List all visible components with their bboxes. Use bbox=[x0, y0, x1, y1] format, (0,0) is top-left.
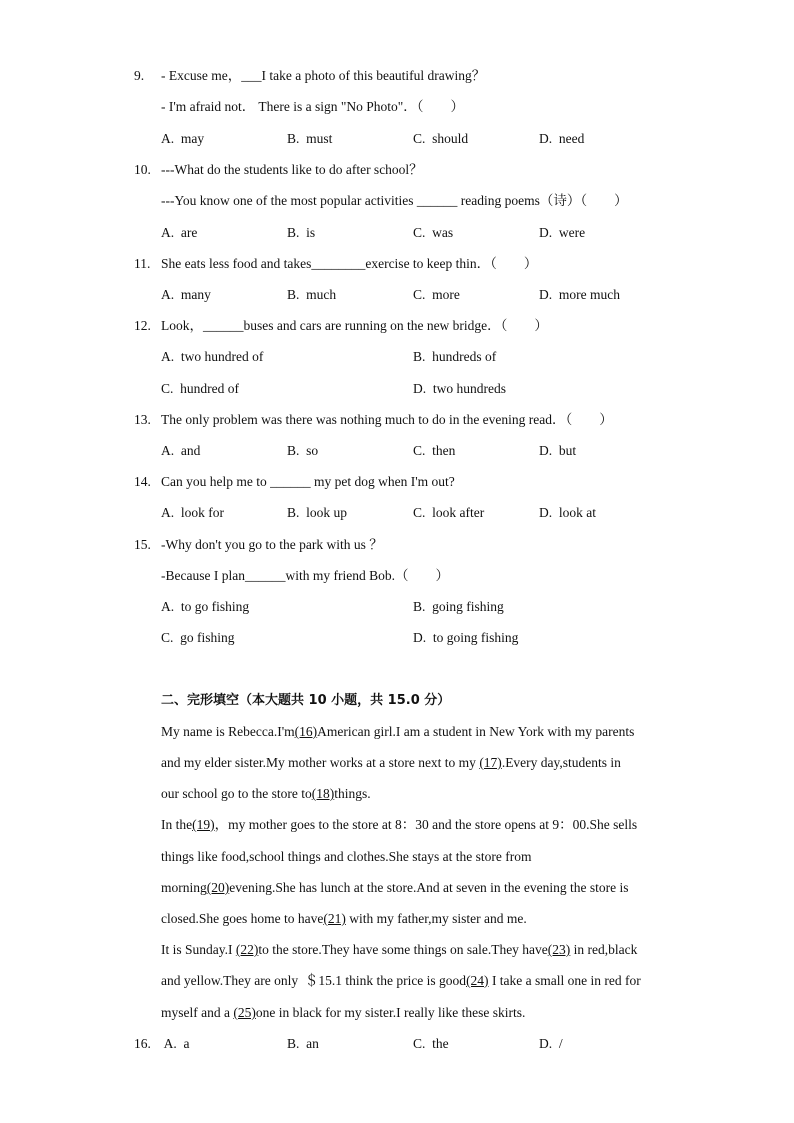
option-d: D. / bbox=[539, 1036, 563, 1051]
question-number: 12. bbox=[134, 318, 151, 333]
option-d: D. need bbox=[539, 131, 585, 146]
passage-line bbox=[161, 972, 641, 990]
option-a: A. may bbox=[161, 131, 205, 146]
option-a: A. look for bbox=[161, 505, 224, 520]
blank-23: (23) bbox=[547, 942, 571, 957]
passage-text: to the store.They have some things on sale.They have bbox=[258, 942, 548, 957]
option-a: A. a bbox=[161, 1036, 190, 1051]
passage-line bbox=[161, 754, 621, 772]
option-c: C. then bbox=[413, 443, 456, 458]
passage-text: My name is Rebecca.I'm bbox=[161, 724, 295, 739]
option-c: C. look after bbox=[413, 505, 485, 520]
question-number: 10. bbox=[134, 162, 151, 177]
blank-17: (17) bbox=[479, 755, 502, 770]
option-b: B. must bbox=[287, 131, 333, 146]
question-stem: - I'm afraid not． There is a sign "No Photo"．（ ） bbox=[161, 99, 465, 114]
option-a: A. and bbox=[161, 443, 201, 458]
passage-line bbox=[161, 1004, 525, 1022]
blank-19: (19) bbox=[192, 817, 215, 832]
blank-24: (24) bbox=[466, 973, 489, 988]
option-c: C. should bbox=[413, 131, 469, 146]
option-a: A. two hundred of bbox=[161, 349, 264, 364]
option-c: C. go fishing bbox=[161, 630, 235, 645]
passage-line bbox=[161, 879, 629, 897]
question-stem: She eats less food and takes________exercise to keep thin．（ ） bbox=[161, 256, 538, 271]
passage-text: ，my mother goes to the store at 8：30 and the store opens at 9：00.She sells bbox=[214, 817, 638, 832]
question-number: 11. bbox=[134, 256, 151, 271]
option-b: B. going fishing bbox=[413, 599, 504, 614]
passage-text: things like food,school things and clothes.She stays at the store from bbox=[161, 849, 532, 864]
blank-21: (21) bbox=[323, 911, 346, 926]
passage-text: in red,black bbox=[570, 942, 638, 957]
question-number: 13. bbox=[134, 412, 151, 427]
blank-20: (20) bbox=[206, 880, 230, 895]
option-b: B. so bbox=[287, 443, 319, 458]
blank-25: (25) bbox=[233, 1005, 256, 1020]
option-d: D. to going fishing bbox=[413, 630, 519, 645]
question-stem: - Excuse me，___I take a photo of this beautiful drawing？ bbox=[161, 68, 486, 83]
option-b: B. is bbox=[287, 225, 316, 240]
passage-text: myself and a bbox=[161, 1005, 234, 1020]
option-b: B. an bbox=[287, 1036, 319, 1051]
option-a: A. to go fishing bbox=[161, 599, 250, 614]
question-stem: -Why don't you go to the park with us ？ bbox=[161, 537, 383, 552]
option-c: C. was bbox=[413, 225, 454, 240]
passage-text: with my father,my sister and me. bbox=[345, 911, 527, 926]
passage-text: evening.She has lunch at the store.And at seven in the evening the store is bbox=[229, 880, 629, 895]
question-number: 16. bbox=[134, 1036, 151, 1051]
blank-18: (18) bbox=[311, 786, 335, 801]
passage-text: American girl.I am a student in New York with my parents bbox=[317, 724, 635, 739]
passage-line bbox=[161, 910, 527, 928]
option-d: D. look at bbox=[539, 505, 596, 520]
option-d: D. were bbox=[539, 225, 586, 240]
question-number: 14. bbox=[134, 474, 151, 489]
passage-line bbox=[161, 785, 371, 803]
section-title: 二、完形填空（本大题共 10 小题，共 15.0 分） bbox=[161, 693, 451, 708]
passage-text: morning bbox=[161, 880, 207, 895]
passage-text: one in black for my sister.I really like these skirts. bbox=[255, 1005, 526, 1020]
question-number: 9. bbox=[134, 68, 145, 83]
passage-line bbox=[161, 941, 637, 959]
option-c: C. hundred of bbox=[161, 381, 239, 396]
blank-22: (22) bbox=[235, 942, 259, 957]
option-c: C. the bbox=[413, 1036, 449, 1051]
passage-text: and my elder sister.My mother works at a store next to my bbox=[161, 755, 480, 770]
option-d: D. but bbox=[539, 443, 577, 458]
question-stem: The only problem was there was nothing much to do in the evening read．（ ） bbox=[161, 412, 613, 427]
option-c: C. more bbox=[413, 287, 460, 302]
option-b: B. much bbox=[287, 287, 337, 302]
option-d: D. two hundreds bbox=[413, 381, 506, 396]
option-b: B. look up bbox=[287, 505, 348, 520]
option-d: D. more much bbox=[539, 287, 620, 302]
question-stem: Can you help me to ______ my pet dog when I'm out? bbox=[161, 474, 455, 489]
passage-line bbox=[161, 816, 637, 834]
passage-text: and yellow.They are only ＄15.1 think the price is good bbox=[161, 973, 467, 988]
question-stem: Look，______buses and cars are running on the new bridge．（ ） bbox=[161, 318, 548, 333]
passage-text: our school go to the store to bbox=[161, 786, 312, 801]
question-stem: -Because I plan______with my friend Bob.（ ） bbox=[161, 568, 449, 583]
passage-text: .Every day,students in bbox=[501, 755, 621, 770]
passage-text: things. bbox=[334, 786, 371, 801]
passage-text: I take a small one in red for bbox=[488, 973, 641, 988]
passage-line bbox=[161, 848, 531, 866]
passage-text: closed.She goes home to have bbox=[161, 911, 324, 926]
passage-line bbox=[161, 723, 634, 741]
passage-text: It is Sunday.I bbox=[161, 942, 236, 957]
option-a: A. are bbox=[161, 225, 198, 240]
question-stem: ---You know one of the most popular activities ______ reading poems（诗）（ ） bbox=[161, 193, 628, 208]
option-a: A. many bbox=[161, 287, 211, 302]
blank-16: (16) bbox=[294, 724, 318, 739]
option-b: B. hundreds of bbox=[413, 349, 497, 364]
question-number: 15. bbox=[134, 537, 151, 552]
passage-text: In the bbox=[161, 817, 193, 832]
question-stem: ---What do the students like to do after school？ bbox=[161, 162, 423, 177]
